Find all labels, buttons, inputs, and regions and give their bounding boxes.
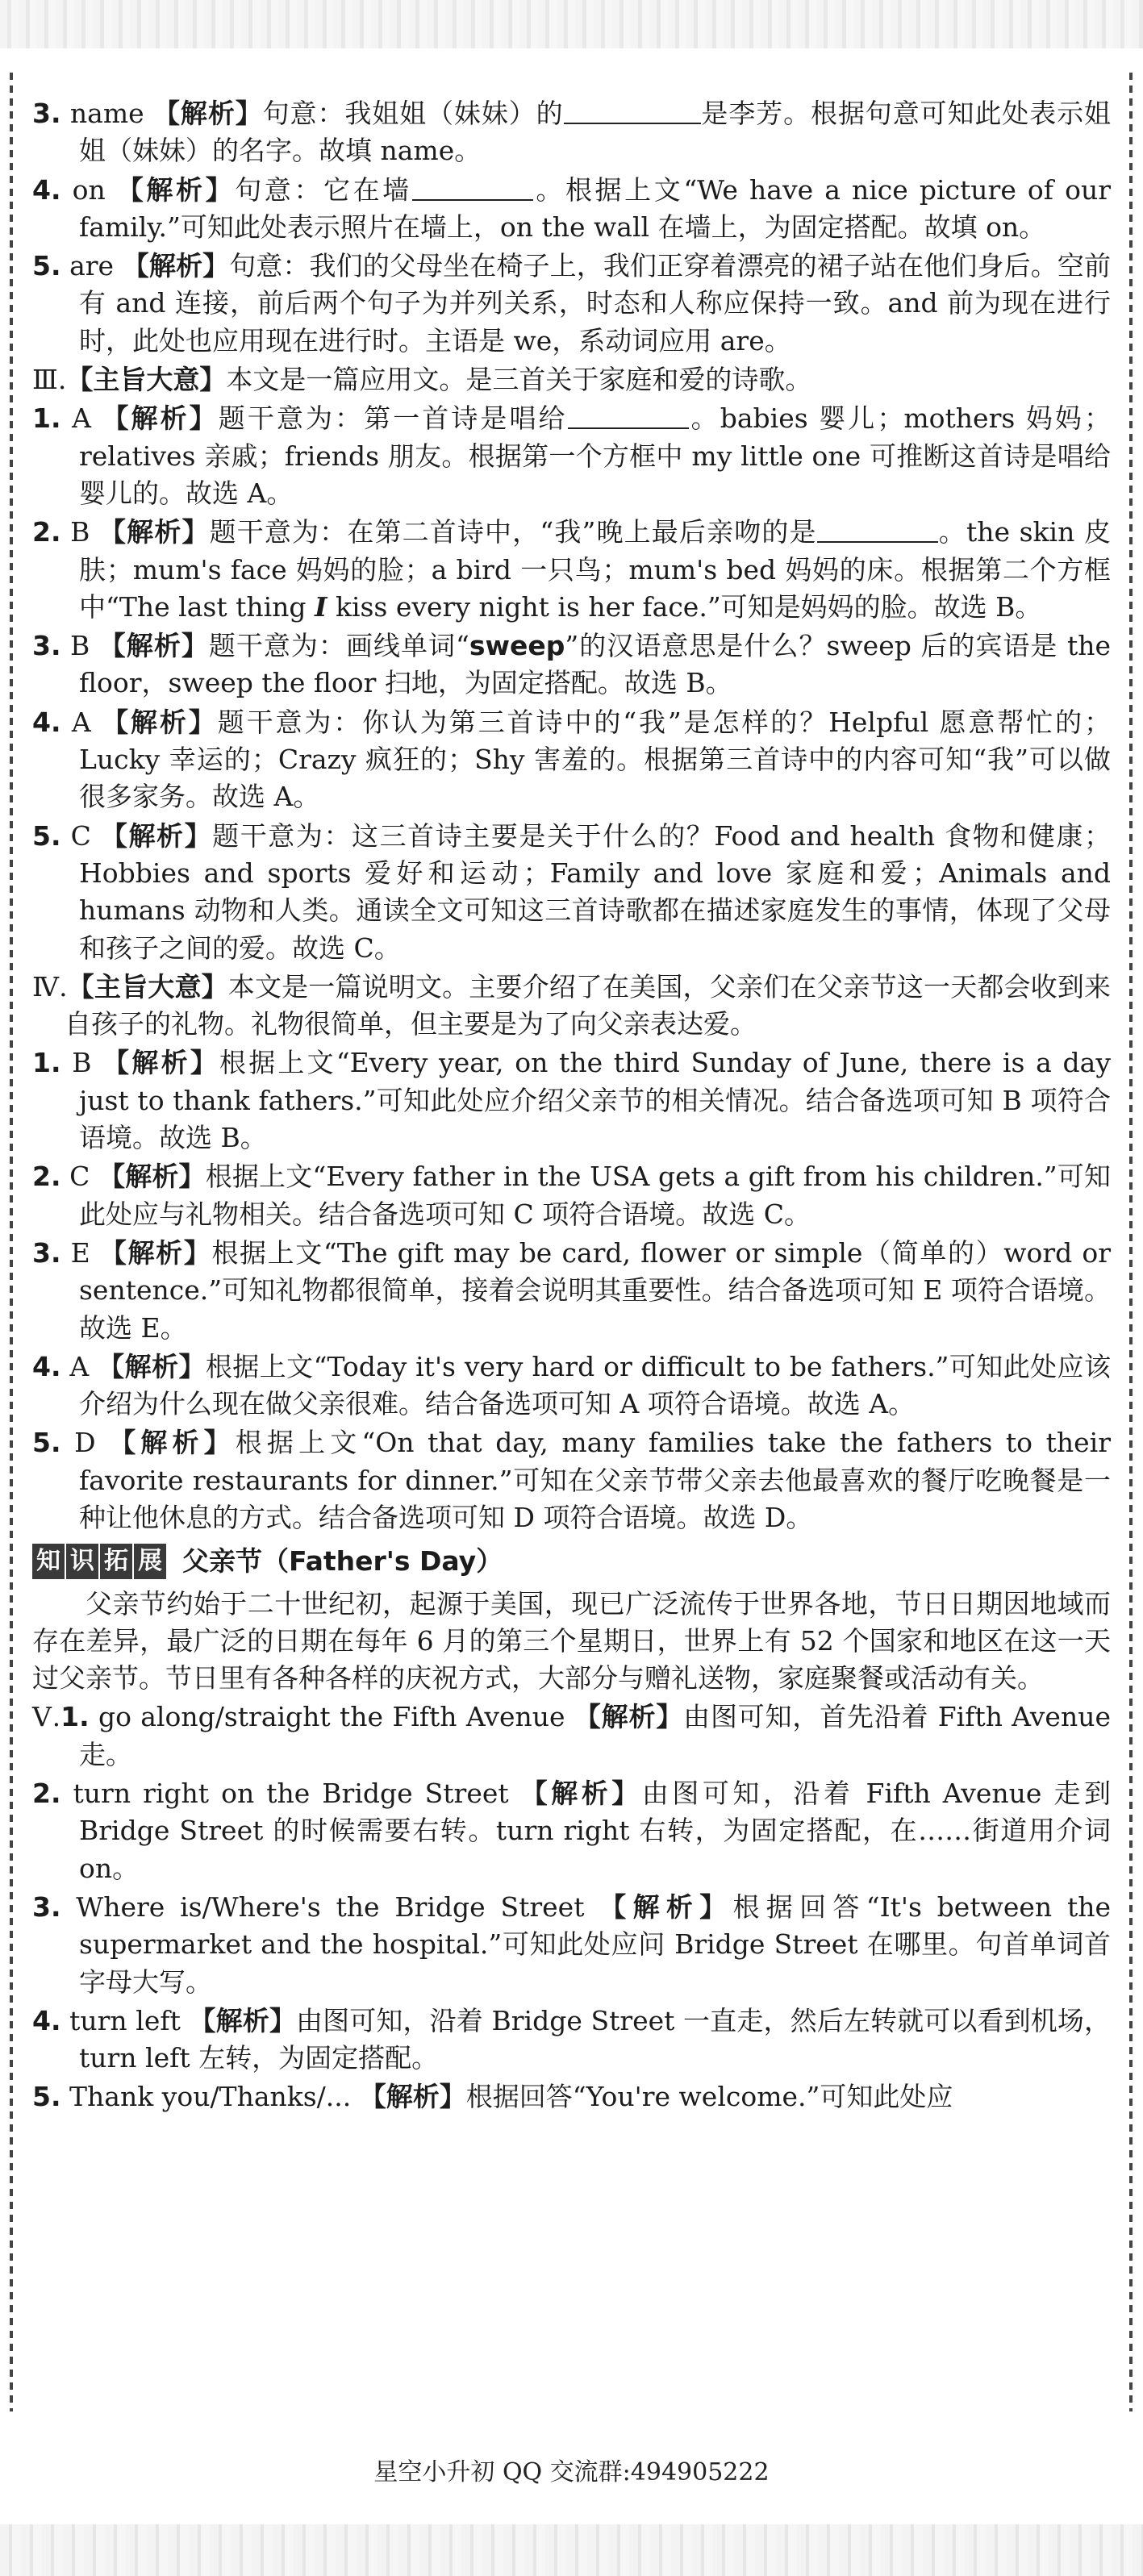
answer-item: Ⅴ.1. go along/straight the Fifth Avenue 【解析】由图可知，首先沿着 Fifth Avenue 走。 — [32, 1701, 1111, 1770]
knowledge-extension-header — [32, 1543, 1111, 1580]
fill-blank — [564, 98, 701, 124]
fill-blank — [817, 517, 938, 543]
answer-item: 2. B 【解析】题干意为：在第二首诗中，“我”晚上最后亲吻的是 。the skin 皮肤；mum's face 妈妈的脸；a bird 一只鸟；mum's bed 妈妈的床。根据第二个方框中“The last thing I kiss every night is her face.”可知是妈妈的脸。故选 B。 — [32, 516, 1111, 623]
answer-item: 5. C 【解析】题干意为：这三首诗主要是关于什么的？Food and health 食物和健康；Hobbies and sports 爱好和运动；Family and love 家庭和爱；Animals and humans 动物和人类。通读全文可知这三首诗歌都在描述家庭发生的事情，体现了父母和孩子之间的爱。故选 C。 — [32, 819, 1111, 964]
answer-item: 4. A 【解析】根据上文“Today it's very hard or difficult to be fathers.”可知此处应该介绍为什么现在做父亲很难。结合备选项可知 A 项符合语境。故选 A。 — [32, 1350, 1111, 1420]
answer-item: 1. B 【解析】根据上文“Every year, on the third Sunday of June, there is a day just to thank fathers.”可知此处应介绍父亲节的相关情况。结合备选项可知 B 项符合语境。故选 B。 — [32, 1047, 1111, 1154]
section-summary: Ⅲ.【主旨大意】本文是一篇应用文。是三首关于家庭和爱的诗歌。 — [32, 364, 812, 396]
right-margin-rule — [1129, 73, 1133, 2411]
knowledge-chip: 拓 — [100, 1544, 132, 1579]
knowledge-chip: 识 — [66, 1544, 98, 1579]
section-summary: Ⅳ.【主旨大意】本文是一篇说明文。主要介绍了在美国，父亲们在父亲节这一天都会收到来自孩子的礼物。礼物很简单，但主要是为了向父亲表达爱。 — [32, 970, 1112, 1040]
answer-item: 5. Thank you/Thanks/... 【解析】根据回答“You're welcome.”可知此处应 — [32, 2081, 953, 2113]
bottom-scan-band — [0, 2524, 1143, 2576]
answer-item: 4. turn left 【解析】由图可知，沿着 Bridge Street 一直走，然后左转就可以看到机场，turn left 左转，为固定搭配。 — [32, 2004, 1111, 2074]
top-scan-band — [0, 0, 1143, 48]
answer-item: 2. C 【解析】根据上文“Every father in the USA gets a gift from his children.”可知此处应与礼物相关。结合备选项可知 C 项符合语境。故选 C。 — [32, 1161, 1111, 1230]
left-margin-rule — [10, 73, 13, 2411]
answer-item: 4. on 【解析】句意：它在墙 。根据上文“We have a nice picture of our family.”可知此处表示照片在墙上，on the wall 在墙上，为固定搭配。故填 on。 — [32, 173, 1111, 243]
answer-item: 2. turn right on the Bridge Street 【解析】由图可知，沿着 Fifth Avenue 走到 Bridge Street 的时候需要右转。turn right 右转，为固定搭配，在……街道用介词 on。 — [32, 1778, 1112, 1884]
answer-item: 5. are 【解析】句意：我们的父母坐在椅子上，我们正穿着漂亮的裙子站在他们身后。空前有 and 连接，前后两个句子为并列关系，时态和人称应保持一致。and 前为现在进行时，此处也应用现在进行时。主语是 we，系动词应用 are。 — [32, 250, 1112, 356]
answer-item: 4. A 【解析】题干意为：你认为第三首诗中的“我”是怎样的？Helpful 愿意帮忙的；Lucky 幸运的；Crazy 疯狂的；Shy 害羞的。根据第三首诗中的内容可知“我”可以做很多家务。故选 A。 — [32, 706, 1111, 813]
answer-item: 3. Where is/Where's the Bridge Street 【解析】根据回答“It's between the supermarket and the hospital.”可知此处应问 Bridge Street 在哪里。句首单词首字母大写。 — [32, 1890, 1111, 1998]
knowledge-chip: 展 — [134, 1544, 166, 1579]
page-footer: 星空小升初 QQ 交流群:494905222 — [373, 2458, 770, 2486]
fill-blank — [412, 175, 533, 201]
answer-item: 3. name 【解析】句意：我姐姐（妹妹）的 是李芳。根据句意可知此处表示姐姐（妹妹）的名字。故填 name。 — [32, 98, 1111, 167]
answer-item: 3. E 【解析】根据上文“The gift may be card, flower or simple（简单的）word or sentence.”可知礼物都很简单，接着会说明其重要性。结合备选项可知 E 项符合语境。故选 E。 — [32, 1236, 1111, 1344]
knowledge-chip: 知 — [32, 1544, 65, 1579]
answer-content — [32, 95, 1111, 2118]
fill-blank — [568, 403, 689, 429]
knowledge-body: 父亲节约始于二十世纪初，起源于美国，现已广泛流传于世界各地，节日日期因地域而存在差异，最广泛的日期在每年 6 月的第三个星期日，世界上有 52 个国家和地区在这一天过父亲节。节日里有各种各样的庆祝方式，大部分与赠礼送物，家庭聚餐或活动有关。 — [32, 1587, 1111, 1694]
answer-item: 5. D 【解析】根据上文“On that day, many families take the fathers to their favorite restaurants for dinner.”可知在父亲节带父亲去他最喜欢的餐厅吃晚餐是一种让他休息的方式。结合备选项可知 D 项符合语境。故选 D。 — [32, 1427, 1112, 1533]
answer-item: 3. B 【解析】题干意为：画线单词“sweep”的汉语意思是什么？sweep 后的宾语是 the floor，sweep the floor 扫地，为固定搭配。故选 B。 — [32, 630, 1111, 699]
answer-item: 1. A 【解析】题干意为：第一首诗是唱给 。babies 婴儿；mothers 妈妈；relatives 亲戚；friends 朋友。根据第一个方框中 my little one 可推断这首诗是唱给婴儿的。故选 A。 — [32, 402, 1111, 509]
knowledge-title: 父亲节（Father's Day） — [182, 1545, 503, 1578]
